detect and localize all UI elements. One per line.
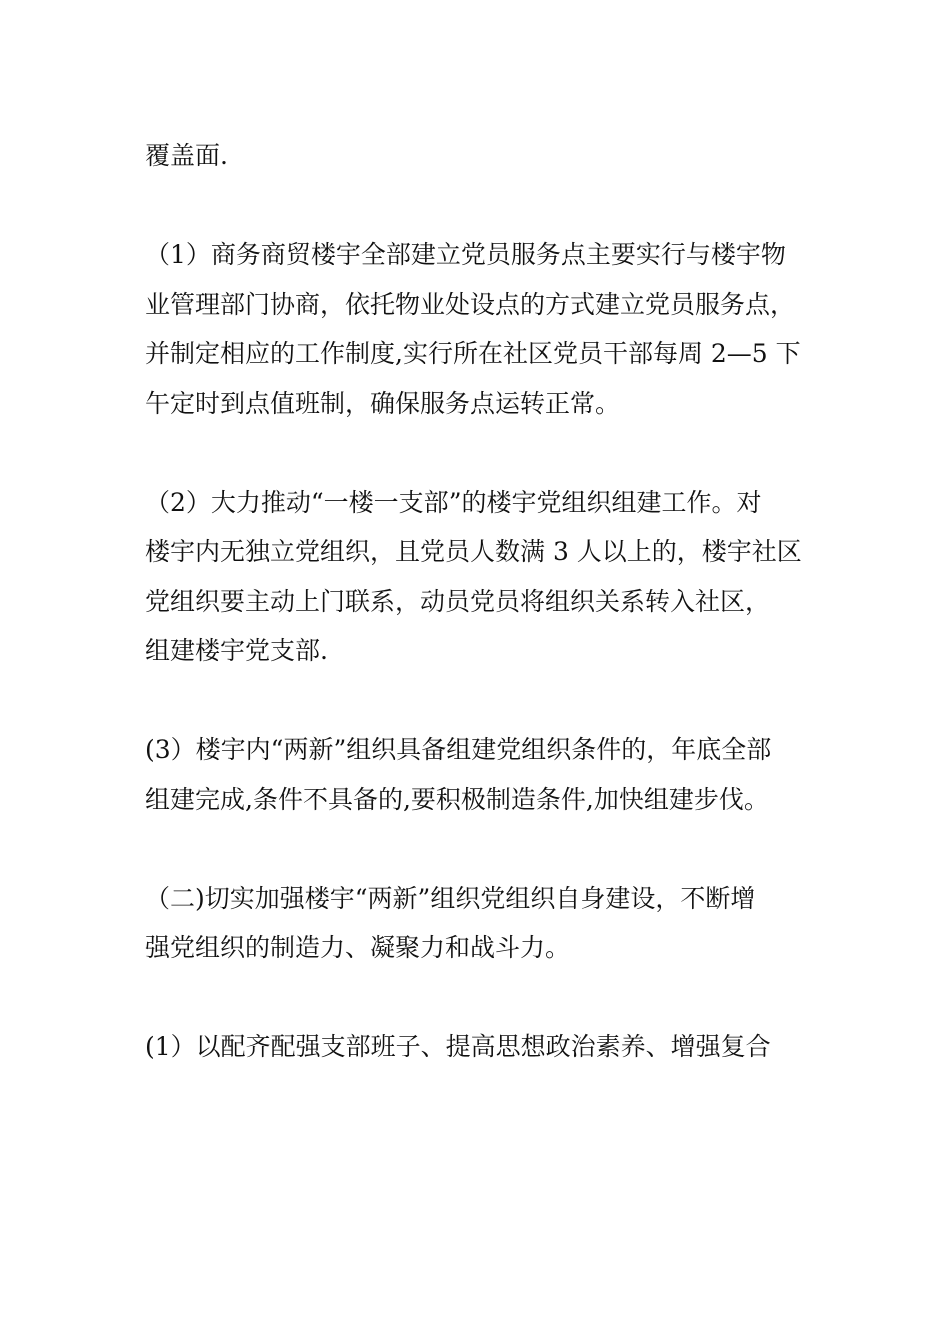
text-line: (1）以配齐配强支部班子、提高思想政治素养、增强复合 <box>145 1032 771 1061</box>
text-line: 组建完成,条件不具备的,要积极制造条件,加快组建步伐。 <box>145 784 769 814</box>
paragraph-subitem-1 <box>145 1022 810 1072</box>
text-line: 业管理部门协商，依托物业处设点的方式建立党员服务点， <box>145 289 796 319</box>
document-body <box>145 131 810 1072</box>
text-line: (3）楼宇内“两新”组织具备组建党组织条件的，年底全部 <box>145 735 772 764</box>
text-line: 午定时到点值班制，确保服务点运转正常。 <box>145 388 621 418</box>
text-line: （1）商务商贸楼宇全部建立党员服务点主要实行与楼宇物 <box>145 240 786 269</box>
paragraph-gap <box>145 428 810 478</box>
paragraph-item-2 <box>145 478 810 676</box>
paragraph-item-1 <box>145 230 810 428</box>
paragraph-gap <box>145 824 810 874</box>
text-line: 组建楼宇党支部. <box>145 636 328 665</box>
text-line: 覆盖面. <box>145 141 228 170</box>
paragraph-section-2 <box>145 874 810 973</box>
text-line: 楼宇内无独立党组织，且党员人数满 3 人以上的，楼宇社区 <box>145 537 802 566</box>
paragraph-gap <box>145 676 810 726</box>
paragraph-gap <box>145 181 810 231</box>
text-line: （二)切实加强楼宇“两新”组织党组织自身建设，不断增 <box>145 883 756 913</box>
paragraph-item-3 <box>145 725 810 824</box>
paragraph-coverage <box>145 131 810 181</box>
text-line: （2）大力推动“一楼一支部”的楼宇党组织组建工作。对 <box>145 487 762 517</box>
text-line: 并制定相应的工作制度,实行所在社区党员干部每周 2—5 下 <box>145 339 801 368</box>
paragraph-gap <box>145 973 810 1023</box>
text-line: 强党组织的制造力、凝聚力和战斗力。 <box>145 933 571 962</box>
text-line: 党组织要主动上门联系，动员党员将组织关系转入社区， <box>145 586 771 616</box>
